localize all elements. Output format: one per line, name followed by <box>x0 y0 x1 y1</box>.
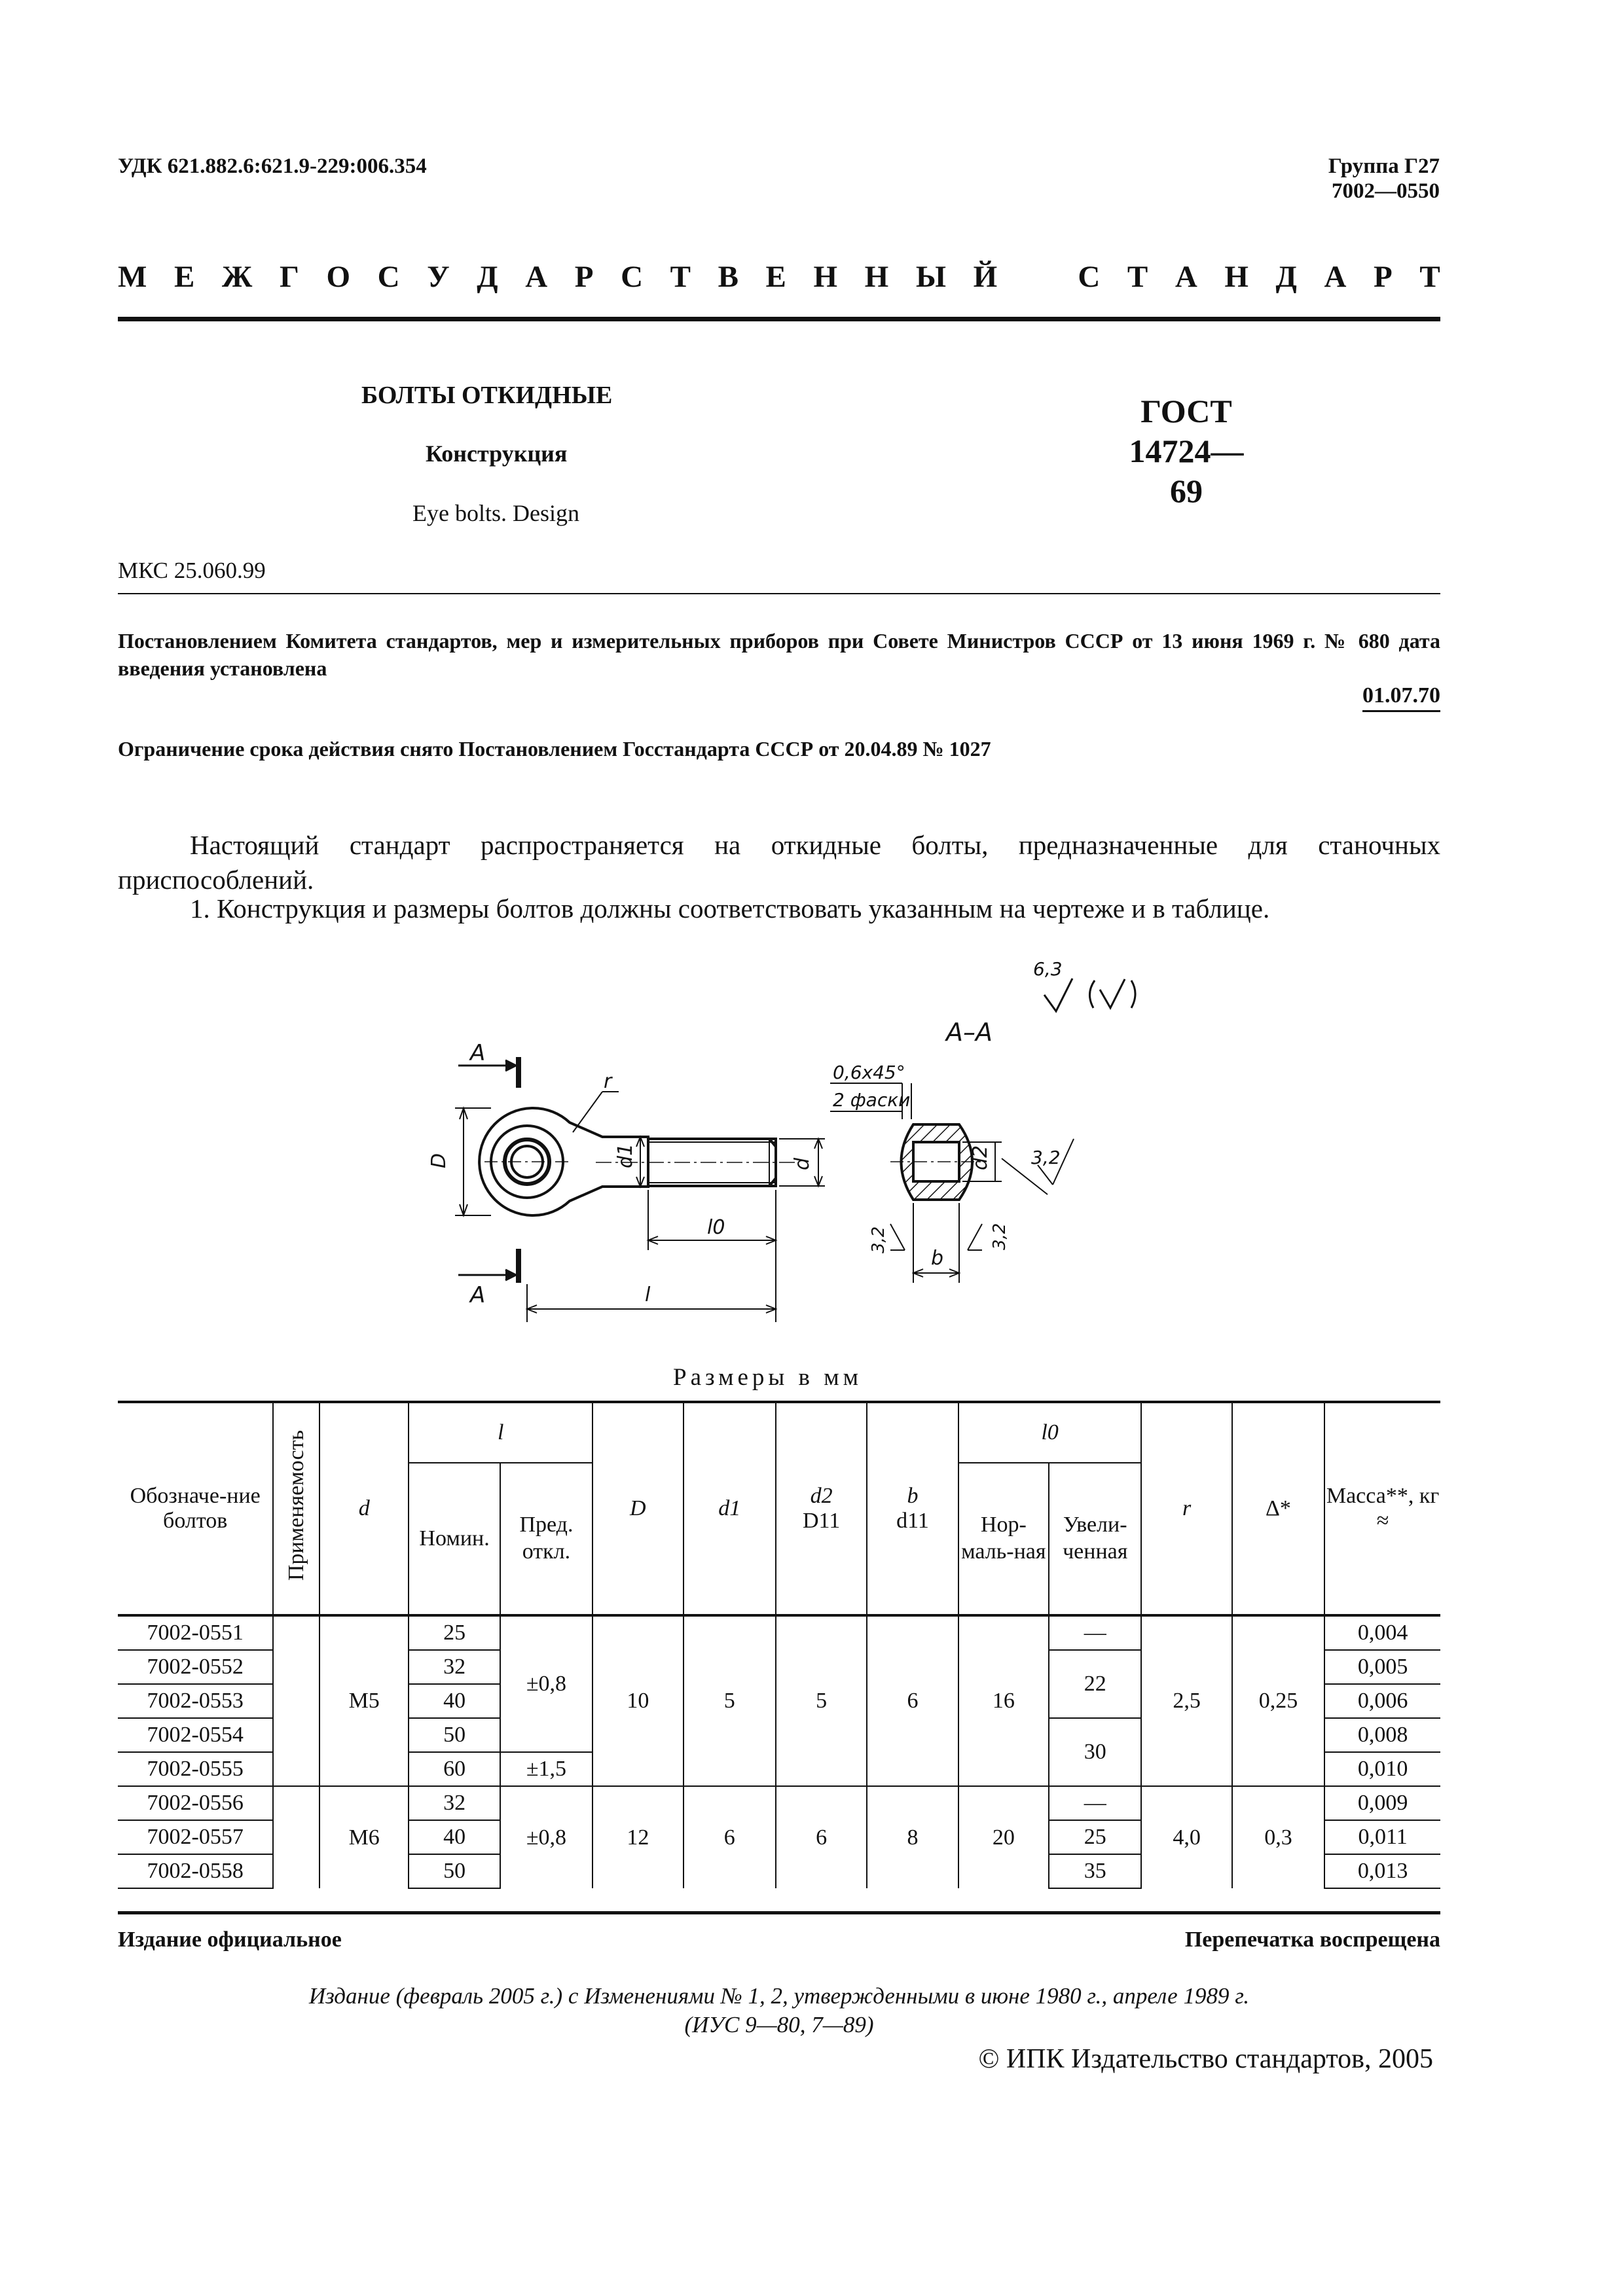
cell-l0-increased: 22 <box>1049 1650 1141 1718</box>
header-d2-symbol: d2 <box>810 1484 833 1508</box>
table-row <box>118 1615 1440 1650</box>
letter: Д <box>477 260 498 294</box>
header-d2-tolerance: D11 <box>802 1509 841 1533</box>
cell-delta: 0,3 <box>1232 1786 1324 1888</box>
cell-designation: 7002-0554 <box>118 1718 273 1752</box>
roughness-bottom-right: 3,2 <box>990 1223 1010 1250</box>
header-d2 <box>776 1402 867 1615</box>
cell-l0-normal: 20 <box>958 1786 1049 1888</box>
header-l-tolerance: Пред. откл. <box>500 1463 593 1615</box>
cell-d1: 5 <box>684 1615 776 1786</box>
header-D: D <box>593 1402 683 1615</box>
header-delta: Δ* <box>1232 1402 1324 1615</box>
heading-rule <box>118 317 1440 321</box>
cell-designation: 7002-0556 <box>118 1786 273 1820</box>
letter: М <box>118 260 147 294</box>
cell-b: 6 <box>867 1615 958 1786</box>
letter: Г <box>280 260 299 294</box>
letter: Т <box>1419 260 1440 294</box>
section-mark-top <box>458 1057 519 1088</box>
edition-note <box>118 1982 1440 2039</box>
letter: Т <box>670 260 691 294</box>
letter: О <box>326 260 351 294</box>
cell-l: 32 <box>409 1786 500 1820</box>
letter: С <box>377 260 400 294</box>
cell-l0-increased: 25 <box>1049 1820 1141 1854</box>
cell-l0-increased: — <box>1049 1615 1141 1650</box>
table-row <box>118 1786 1440 1820</box>
cell-l0-normal: 16 <box>958 1615 1049 1786</box>
document-subtitle: Конструкция <box>426 440 568 467</box>
edition-line-2: (ИУС 9—80, 7—89) <box>684 2011 874 2037</box>
letter: Е <box>173 260 195 294</box>
label-D: D <box>428 1153 450 1168</box>
cell-mass: 0,004 <box>1324 1615 1440 1650</box>
letter: С <box>621 260 644 294</box>
cell-l0-increased: — <box>1049 1786 1141 1820</box>
label-l: l <box>645 1283 651 1306</box>
header-l: l <box>409 1402 593 1463</box>
cell-l0-increased: 30 <box>1049 1718 1141 1786</box>
cell-l: 60 <box>409 1752 500 1786</box>
cell-applicability <box>273 1615 319 1786</box>
header-mass: Масса**, кг ≈ <box>1324 1402 1440 1615</box>
edition-line-1: Издание (февраль 2005 г.) с Изменениями № 1, 2, утвержденными в июне 1980 г., апреле 1989 г. <box>308 1983 1250 2009</box>
interstate-standard-heading <box>118 259 1440 295</box>
english-title: Eye bolts. Design <box>412 500 579 526</box>
gost-label: ГОСТ <box>1140 393 1232 429</box>
letter: В <box>718 260 739 294</box>
gost-number: 14724—69 <box>1129 433 1244 509</box>
cell-mass: 0,008 <box>1324 1718 1440 1752</box>
letter: Й <box>973 260 998 294</box>
cell-applicability <box>273 1786 319 1888</box>
letter: Ы <box>915 260 946 294</box>
label-r: r <box>604 1070 612 1093</box>
table-caption: Размеры в мм <box>673 1364 863 1391</box>
letter: С <box>1078 260 1101 294</box>
footer-rule <box>118 1911 1440 1914</box>
header-b-tolerance: d11 <box>896 1509 929 1533</box>
letter: Р <box>574 260 594 294</box>
header-b <box>867 1402 958 1615</box>
cell-mass: 0,010 <box>1324 1752 1440 1786</box>
cell-l0-increased: 35 <box>1049 1854 1141 1888</box>
cell-designation: 7002-0552 <box>118 1650 273 1684</box>
cell-d1: 6 <box>684 1786 776 1888</box>
cell-mass: 0,011 <box>1324 1820 1440 1854</box>
copyright: © ИПК Издательство стандартов, 2005 <box>978 2044 1433 2074</box>
decree-text: Постановлением Комитета стандартов, мер и измерительных приборов при Совете Министров СССР от 13 июня 1969 г. № 680 дата введения установлена <box>118 629 1440 681</box>
letter: А <box>1175 260 1197 294</box>
header-r: r <box>1141 1402 1231 1615</box>
official-edition: Издание официальное <box>118 1928 342 1952</box>
roughness-symbol <box>1044 978 1135 1011</box>
roughness-right-value: 3,2 <box>1031 1147 1061 1168</box>
chamfer-note: 2 фаски <box>833 1089 911 1111</box>
letter: Т <box>1127 260 1148 294</box>
header-l-nominal: Номин. <box>409 1463 500 1615</box>
section-view <box>890 1124 982 1200</box>
header-designation: Обозначе-ние болтов <box>118 1402 273 1615</box>
cell-D: 12 <box>593 1786 683 1888</box>
cell-r: 2,5 <box>1141 1615 1231 1786</box>
letter: Р <box>1374 260 1393 294</box>
word-gap <box>1025 259 1051 295</box>
roughness-bottom-left: 3,2 <box>869 1226 888 1253</box>
header-l0-increased: Увели-ченная <box>1049 1463 1141 1615</box>
letter: Д <box>1275 260 1297 294</box>
cell-l: 40 <box>409 1684 500 1718</box>
mks-code: МКС 25.060.99 <box>118 558 266 583</box>
applicability-text: Применяемость <box>283 1430 308 1581</box>
paragraph-scope: Настоящий стандарт распространяется на откидные болты, предназначенные для станочных приспособлений. <box>118 830 1440 895</box>
header-d: d <box>319 1402 409 1615</box>
letter: А <box>1324 260 1347 294</box>
letter: Н <box>1224 260 1249 294</box>
letter: А <box>525 260 548 294</box>
reprint-notice: Перепечатка воспрещена <box>1184 1928 1440 1952</box>
cell-designation: 7002-0551 <box>118 1615 273 1650</box>
cell-delta: 0,25 <box>1232 1615 1324 1786</box>
dimension-l <box>527 1250 776 1322</box>
udk-code: УДК 621.882.6:621.9-229:006.354 <box>118 154 427 178</box>
header-l0: l0 <box>958 1402 1142 1463</box>
roughness-bottom <box>890 1224 982 1250</box>
cell-d: М5 <box>319 1615 409 1786</box>
cell-l: 50 <box>409 1718 500 1752</box>
letter: У <box>427 260 450 294</box>
dimension-b <box>913 1203 959 1283</box>
mks-rule <box>118 593 1440 594</box>
letter: Е <box>765 260 786 294</box>
cell-b: 8 <box>867 1786 958 1888</box>
cell-D: 10 <box>593 1615 683 1786</box>
letter: Ж <box>221 260 253 294</box>
cell-d2: 6 <box>776 1786 867 1888</box>
letter: Н <box>864 260 889 294</box>
cell-designation: 7002-0553 <box>118 1684 273 1718</box>
cell-l: 32 <box>409 1650 500 1684</box>
cell-r: 4,0 <box>1141 1786 1231 1888</box>
document-title: БОЛТЫ ОТКИДНЫЕ <box>361 382 613 409</box>
cell-designation: 7002-0558 <box>118 1854 273 1888</box>
header-b-symbol: b <box>907 1484 919 1508</box>
introduction-date: 01.07.70 <box>1362 683 1440 712</box>
bolt-drawing <box>393 942 1211 1335</box>
label-d: d <box>791 1157 814 1170</box>
label-b: b <box>931 1247 944 1270</box>
group-block <box>1328 154 1440 204</box>
header-l0-normal: Нор-маль-ная <box>958 1463 1049 1615</box>
cell-d2: 5 <box>776 1615 867 1786</box>
cell-designation: 7002-0557 <box>118 1820 273 1854</box>
cell-l-tolerance: ±0,8 <box>500 1786 593 1888</box>
cell-l-tolerance: ±1,5 <box>500 1752 593 1786</box>
header-d1: d1 <box>684 1402 776 1615</box>
group-label: Группа Г27 <box>1328 154 1440 178</box>
section-label-bottom: А <box>470 1282 486 1308</box>
dimensions-table <box>118 1401 1440 1889</box>
chamfer-size: 0,6x45° <box>833 1062 905 1083</box>
label-d2: d2 <box>969 1145 992 1170</box>
cell-mass: 0,005 <box>1324 1650 1440 1684</box>
section-title: А–А <box>946 1018 993 1047</box>
section-label-top: А <box>470 1040 486 1066</box>
paragraph-design: 1. Конструкция и размеры болтов должны соответствовать указанным на чертеже и в таблице. <box>190 893 1270 924</box>
gost-number-block <box>1114 391 1258 511</box>
label-l0: l0 <box>707 1216 725 1239</box>
letter: Н <box>813 260 838 294</box>
cell-l: 25 <box>409 1615 500 1650</box>
cell-mass: 0,013 <box>1324 1854 1440 1888</box>
cell-l: 40 <box>409 1820 500 1854</box>
roughness-value: 6,3 <box>1033 958 1063 980</box>
section-mark-bottom <box>458 1249 519 1283</box>
cell-l-tolerance: ±0,8 <box>500 1615 593 1752</box>
label-d1: d1 <box>614 1143 637 1168</box>
limit-note: Ограничение срока действия снято Постановлением Госстандарта СССР от 20.04.89 № 1027 <box>118 737 991 761</box>
cell-mass: 0,009 <box>1324 1786 1440 1820</box>
cell-designation: 7002-0555 <box>118 1752 273 1786</box>
group-code: 7002—0550 <box>1332 179 1440 203</box>
cell-d: М6 <box>319 1786 409 1888</box>
header-applicability <box>273 1402 319 1615</box>
cell-l: 50 <box>409 1854 500 1888</box>
cell-mass: 0,006 <box>1324 1684 1440 1718</box>
